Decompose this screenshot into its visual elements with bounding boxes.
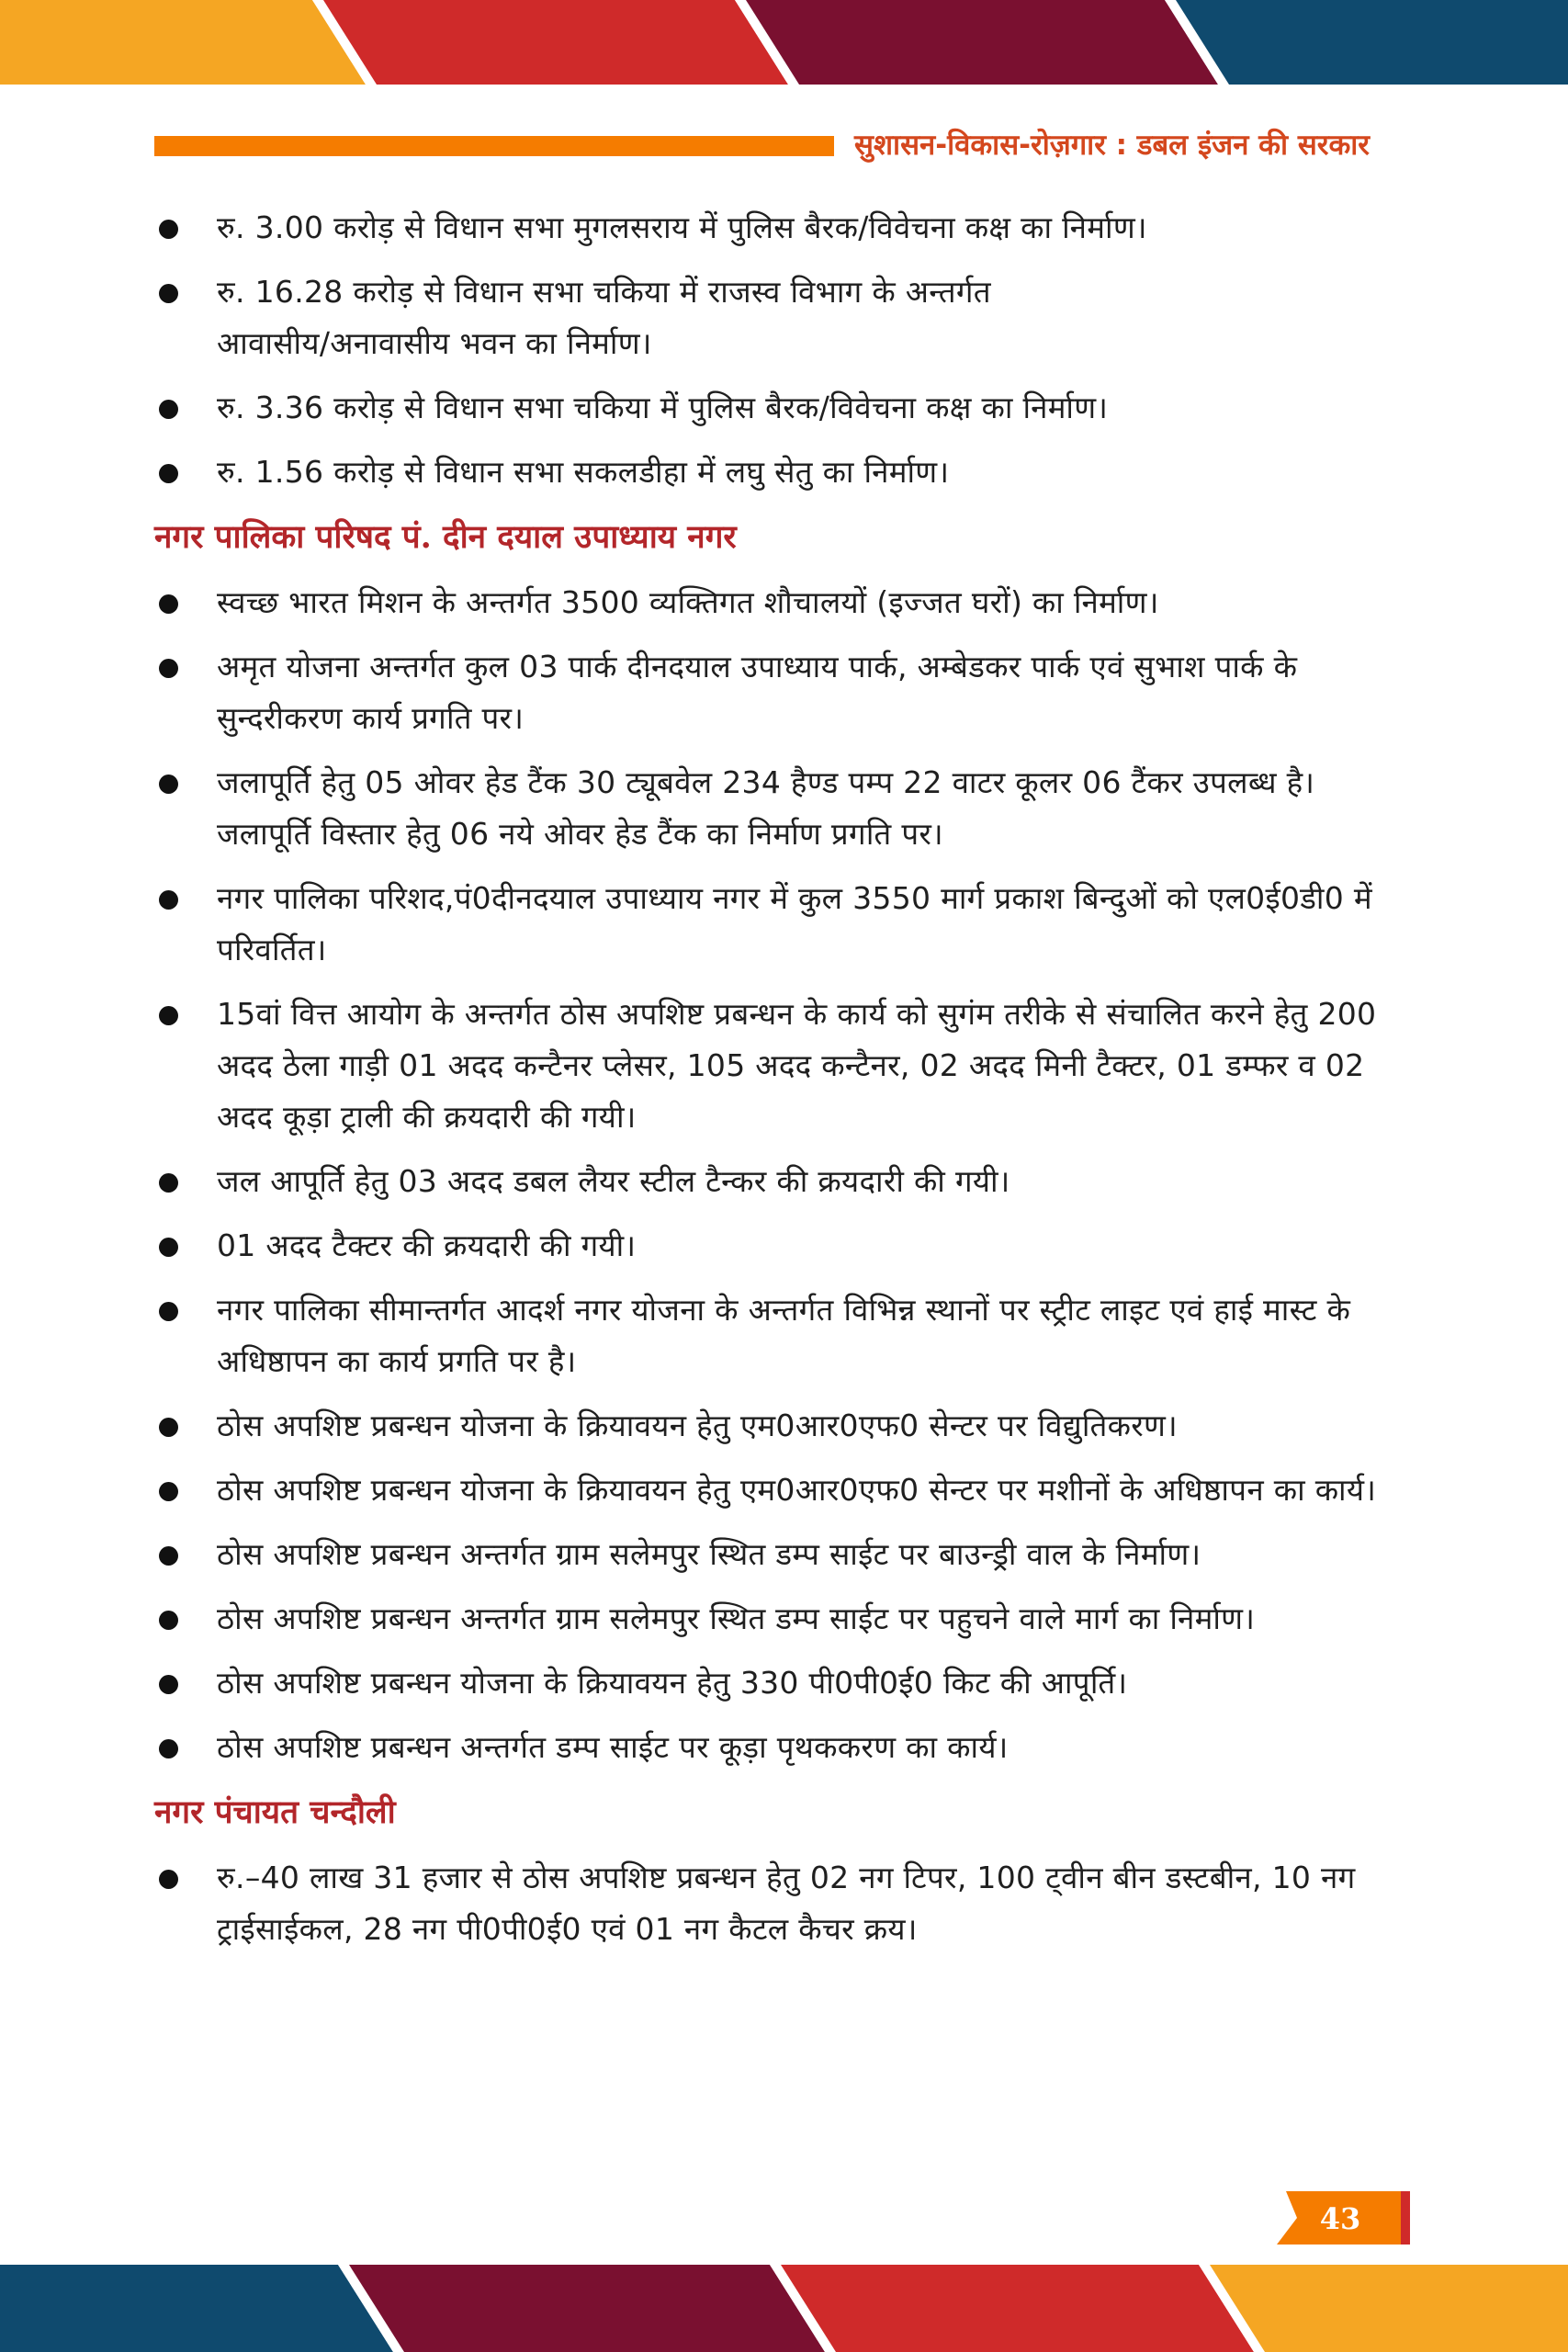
section-heading: नगर पालिका परिषद पं. दीन दयाल उपाध्याय नगर [154, 518, 737, 556]
bullet-icon [159, 220, 178, 239]
list-item-text: नगर पालिका सीमान्तर्गत आदर्श नगर योजना के अन्तर्गत विभिन्न स्थानों पर स्ट्रीट लाइट एवं हाई मास्ट के अधिष्ठापन का कार्य प्रगति पर है। [217, 1292, 1351, 1379]
header-title: सुशासन-विकास-रोज़गार : डबल इंजन की सरकार [854, 129, 1370, 162]
bullet-icon [159, 659, 178, 678]
list-item [154, 1156, 1413, 1207]
list-item-text: जल आपूर्ति हेतु 03 अदद डबल लैयर स्टील टैन्कर की क्रयदारी की गयी। [217, 1163, 1010, 1199]
bottom-color-band [0, 2265, 1568, 2352]
bullet-icon [159, 1173, 178, 1193]
list-item [154, 1220, 1413, 1272]
bullet-icon [159, 1418, 178, 1437]
bullet-icon [159, 1675, 178, 1694]
bullet-icon [159, 594, 178, 614]
list-item [154, 873, 1413, 976]
list-item-text: रु. 16.28 करोड़ से विधान सभा चकिया में राजस्व विभाग के अन्तर्गत आवासीय/अनावासीय भवन का निर्माण। [217, 274, 991, 361]
list-item-text: ठोस अपशिष्ट प्रबन्धन योजना के क्रियावयन हेतु एम0आर0एफ0 सेन्टर पर मशीनों के अधिष्ठापन का कार्य। [217, 1472, 1377, 1508]
header-rule [154, 136, 834, 156]
list-item-text: नगर पालिका परिशद,पं0दीनदयाल उपाध्याय नगर में कुल 3550 मार्ग प्रकाश बिन्दुओं को एल0ई0डी0 में परिवर्तित। [217, 880, 1372, 967]
list-item [154, 202, 1413, 254]
list-item-text: रु. 3.36 करोड़ से विधान सभा चकिया में पुलिस बैरक/विवेचना कक्ष का निर्माण। [217, 390, 1109, 425]
list-item [154, 641, 1413, 744]
list-item-text: ठोस अपशिष्ट प्रबन्धन योजना के क्रियावयन हेतु एम0आर0एफ0 सेन्टर पर विद्युतिकरण। [217, 1408, 1178, 1443]
top-color-band [0, 0, 1568, 85]
list-item [154, 577, 1413, 628]
list-item [154, 266, 1413, 369]
bullet-icon [159, 1006, 178, 1025]
bullet-icon [159, 1482, 178, 1501]
list-item [154, 1657, 1413, 1709]
list-item [154, 1400, 1413, 1452]
bullet-icon [159, 284, 178, 303]
list-item [154, 382, 1413, 434]
list-item-text: ठोस अपशिष्ट प्रबन्धन योजना के क्रियावयन हेतु 330 पी0पी0ई0 किट की आपूर्ति। [217, 1665, 1128, 1701]
bullet-icon [159, 1611, 178, 1630]
list-item-text: स्वच्छ भारत मिशन के अन्तर्गत 3500 व्यक्तिगत शौचालयों (इज्जत घरों) का निर्माण। [217, 584, 1159, 620]
list-item [154, 1722, 1413, 1773]
list-item [154, 989, 1413, 1143]
list-item [154, 1529, 1413, 1580]
bullet-icon [159, 1302, 178, 1321]
list-item [154, 1464, 1413, 1516]
bullet-icon [159, 1546, 178, 1566]
list-item-text: 01 अदद टैक्टर की क्रयदारी की गयी। [217, 1227, 637, 1263]
list-item-text: रु. 1.56 करोड़ से विधान सभा सकलडीहा में लघु सेतु का निर्माण। [217, 454, 950, 490]
list-item-text: 15वां वित्त आयोग के अन्तर्गत ठोस अपशिष्ट प्रबन्धन के कार्य को सुगंम तरीके से संचालित करने हेतु 200 अदद ठेला गाड़ी 01 अदद कन्टैनर प्लेसर, 105 अदद कन्टैनर, 02 अदद मिनी टैक्टर, 01 डम्फर व 02 अदद कूड़ा ट्राली की क्रयदारी की गयी। [217, 996, 1377, 1135]
list-item-text: अमृत योजना अन्तर्गत कुल 03 पार्क दीनदयाल उपाध्याय पार्क, अम्बेडकर पार्क एवं सुभाश पार्क के सुन्दरीकरण कार्य प्रगति पर। [217, 649, 1298, 736]
list-item-text: ठोस अपशिष्ट प्रबन्धन अन्तर्गत ग्राम सलेमपुर स्थित डम्प साईट पर बाउन्ड्री वाल के निर्माण। [217, 1536, 1201, 1572]
list-item-text: रु.–40 लाख 31 हजार से ठोस अपशिष्ट प्रबन्धन हेतु 02 नग टिपर, 100 ट्वीन बीन डस्टबीन, 10 नग ट्राईसाईकल, 28 नग पी0पी0ई0 एवं 01 नग कैटल कैचर क्रय। [217, 1860, 1356, 1947]
page-number: 43 [1319, 2201, 1361, 2236]
list-item [154, 447, 1413, 498]
bullet-icon [159, 1238, 178, 1257]
list-item-text: जलापूर्ति हेतु 05 ओवर हेड टैंक 30 ट्यूबवेल 234 हैण्ड पम्प 22 वाटर कूलर 06 टैंकर उपलब्ध है। जलापूर्ति विस्तार हेतु 06 नये ओवर हेड टैंक का निर्माण प्रगति पर। [217, 764, 1315, 852]
list-item [154, 1284, 1413, 1387]
list-item-text: ठोस अपशिष्ट प्रबन्धन अन्तर्गत डम्प साईट पर कूड़ा पृथककरण का कार्य। [217, 1729, 1009, 1765]
section-heading: नगर पंचायत चन्दौली [154, 1793, 396, 1831]
bullet-icon [159, 1870, 178, 1889]
bullet-icon [159, 464, 178, 483]
list-item [154, 1593, 1413, 1645]
page-content [154, 202, 1413, 1968]
bullet-icon [159, 775, 178, 794]
list-item-text: ठोस अपशिष्ट प्रबन्धन अन्तर्गत ग्राम सलेमपुर स्थित डम्प साईट पर पहुचने वाले मार्ग का निर्माण। [217, 1600, 1256, 1636]
list-item-text: रु. 3.00 करोड़ से विधान सभा मुगलसराय में पुलिस बैरक/विवेचना कक्ष का निर्माण। [217, 209, 1147, 245]
bullet-icon [159, 400, 178, 419]
bullet-icon [159, 1739, 178, 1758]
list-item [154, 1852, 1413, 1955]
list-item [154, 757, 1413, 860]
bullet-icon [159, 890, 178, 910]
